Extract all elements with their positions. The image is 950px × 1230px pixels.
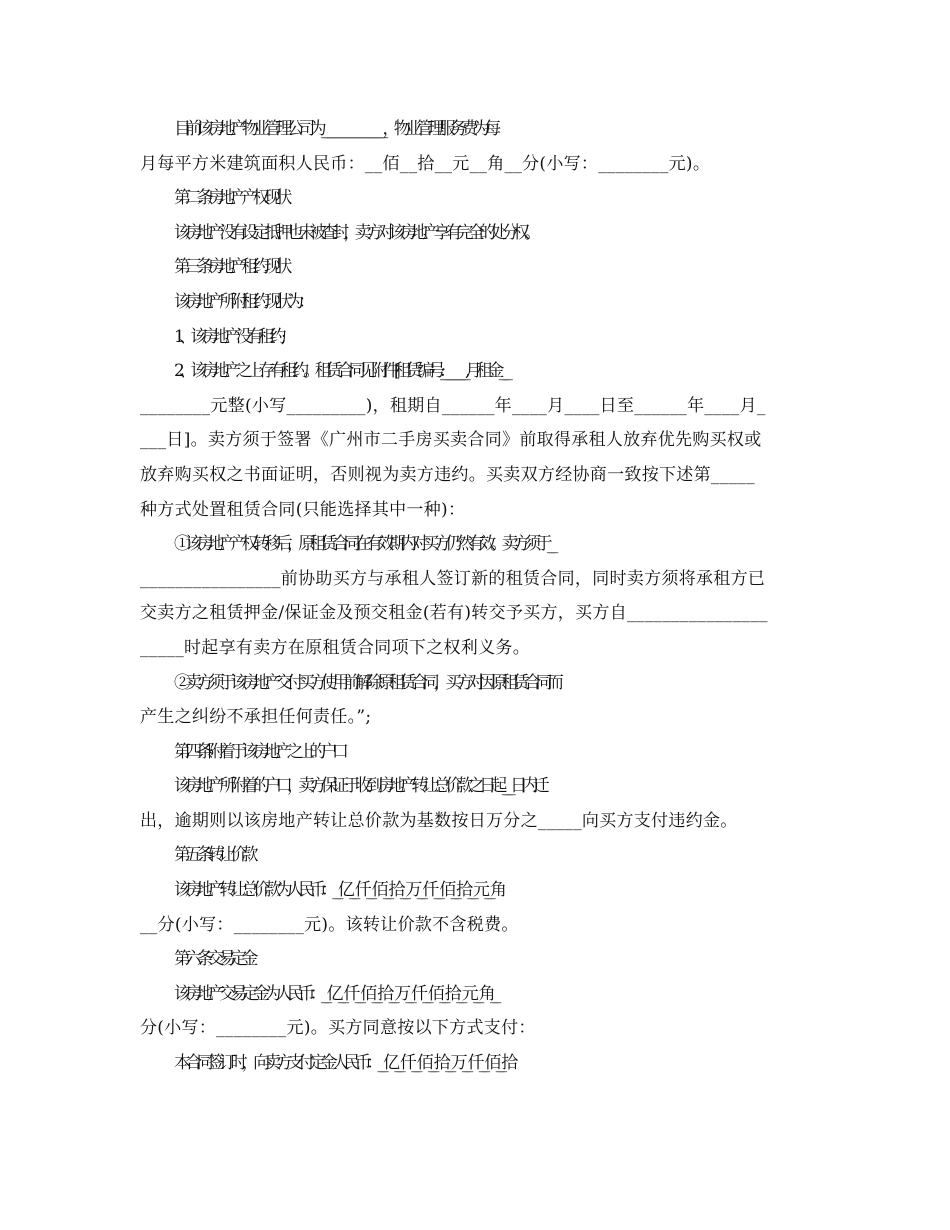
text-line: 产生之纠纷不承担任何责任。”;: [140, 707, 372, 728]
text-line: 第五条 转让价款: [174, 845, 253, 866]
text-line: 种方式处置租赁合同(只能选择其中一种)：: [140, 499, 466, 520]
text-line: 交卖方之租赁押金/保证金及预交租金(若有)转交予买方，买方自________________: [140, 603, 768, 624]
text-line: 该房地产所附租约现状为：: [174, 291, 310, 312]
text-line: 该房地产没有设定抵押也未被查封，卖方对该房地产享有完全的处分权。: [174, 222, 536, 243]
text-line: 第二条 房地产产权现状: [174, 188, 287, 209]
text-line: 月每平方米建筑面积人民币：__佰__拾__元__角__分(小写：________元)。: [140, 153, 711, 174]
text-line: 出，逾期则以该房地产转让总价款为基数按日万分之_____向买方支付违约金。: [140, 810, 738, 831]
text-line: ①该房地产产权转移后，原租赁合同在有效期内对买方仍然有效。卖方须于__: [174, 534, 553, 555]
text-line: 1、该房地产没有租约;: [174, 326, 281, 347]
contract-text: [140, 112, 812, 1081]
text-line: __分(小写：________元)。该转让价款不含税费。: [140, 914, 519, 935]
text-line: 第六条 交易定金: [174, 949, 253, 970]
text-line: 2、该房地产之上存有租约。租赁合同见附件[租赁编号:_________,月租金___: [174, 361, 508, 382]
text-line: 该房地产转让总价款为人民币：__亿__仟__佰__拾__万__仟__佰__拾__元__角: [174, 880, 502, 901]
text-line: ②卖方须于该房地产交付买方使用前解除原租赁合同，买方对因原租赁合同而: [174, 672, 559, 693]
text-line: 分(小写：________元)。买方同意按以下方式支付：: [140, 1018, 536, 1039]
text-line: ________________前协助买方与承租人签订新的租赁合同，同时卖方须将承租方已: [140, 568, 766, 589]
text-line: 放弃购买权之书面证明，否则视为卖方违约。买卖双方经协商一致按下述第_____: [140, 464, 755, 485]
contract-page: [140, 112, 812, 1081]
text-line: 本合同签订时，向卖方支付定金人民币：__亿__仟__佰__拾__万__仟__佰__拾: [174, 1053, 513, 1074]
text-line: 该房地产所附着的户口，卖方保证于收到房地产转让总价款之日起___日内迁: [174, 776, 544, 797]
text-line: 该房地产交易定金为人民币：__亿__仟__佰__拾__万__仟__佰__拾__元__角__: [174, 983, 496, 1004]
text-line: ___日]。卖方须于签署《广州市二手房买卖合同》前取得承租人放弃优先购买权或: [140, 430, 762, 451]
text-line: ________元整(小写_________)，租期自______年____月____日至______年____月_: [140, 395, 766, 416]
text-line: 目前该房地产物业管理公司为______________________，物业管理服务费为每: [174, 119, 496, 139]
text-line: 第三条 房地产租约现状: [174, 257, 287, 278]
text-line: 第四条 附着于该房地产之上的户口: [174, 741, 344, 762]
text-line: _____时起享有卖方在原租赁合同项下之权利义务。: [140, 637, 530, 658]
